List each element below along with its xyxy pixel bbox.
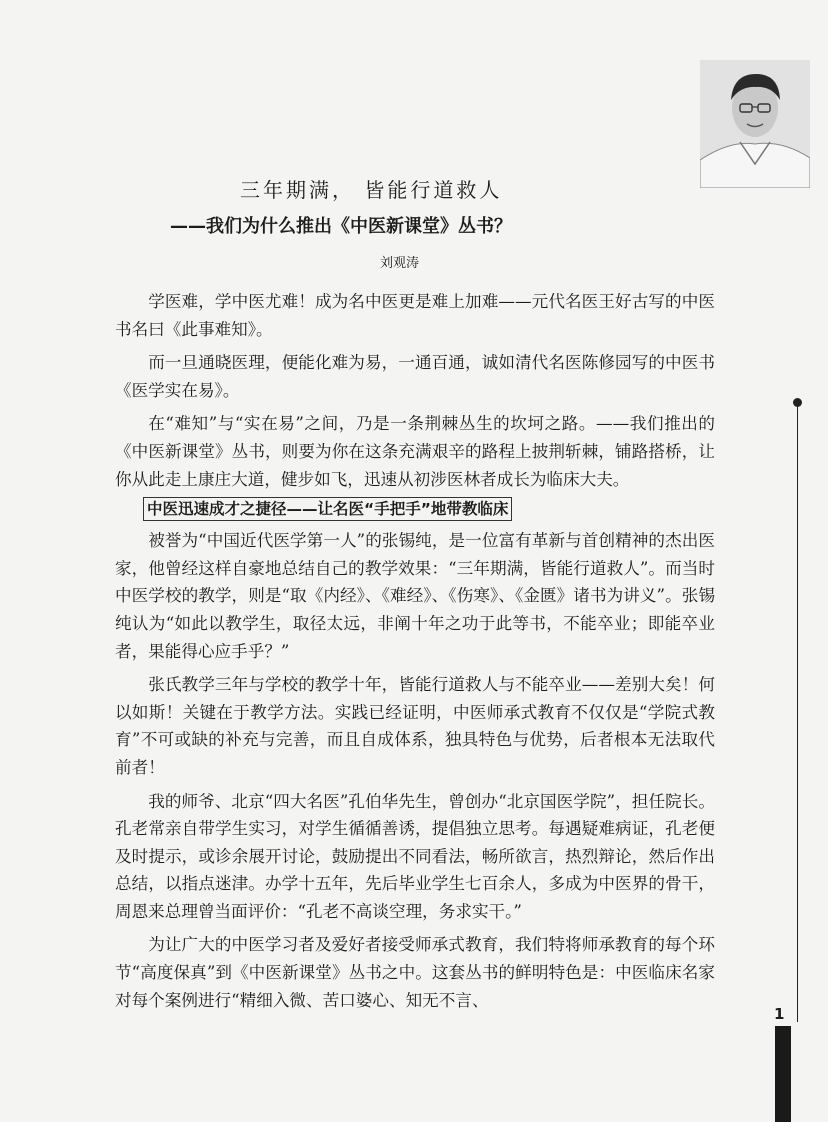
author-name: 刘观涛	[380, 256, 420, 271]
page-number: 1	[774, 1005, 785, 1023]
margin-rule	[797, 402, 798, 1022]
section-heading: 中医迅速成才之捷径——让名医“手把手”地带教临床	[143, 497, 512, 521]
page-edge-bar	[775, 1026, 791, 1122]
article-body	[115, 288, 715, 1020]
paragraph: 在“难知”与“实在易”之间，乃是一条荆棘丛生的坎坷之路。——我们推出的《中医新课堂》丛书，则要为你在这条充满艰辛的路程上披荆斩棘，铺路搭桥，让你从此走上康庄大道，健步如飞，迅速从初涉医林者成长为临床大夫。	[115, 414, 715, 489]
paragraph: 我的师爷、北京“四大名医”孔伯华先生，曾创办“北京国医学院”，担任院长。孔老常亲自带学生实习，对学生循循善诱，提倡独立思考。每遇疑难病证，孔老便及时提示，或诊余展开讨论，鼓励提出不同看法，畅所欲言，热烈辩论，然后作出总结，以指点迷津。办学十五年，先后毕业学生七百余人，多成为中医界的骨干，周恩来总理曾当面评价：“孔老不高谈空理，务求实干。”	[115, 791, 715, 921]
author-photo	[700, 60, 810, 188]
article-title: 三年期满， 皆能行道救人	[240, 178, 503, 202]
paragraph: 张氏教学三年与学校的教学十年，皆能行道救人与不能卒业——差别大矣！何以如斯！关键在于教学方法。实践已经证明，中医师承式教育不仅仅是“学院式教育”不可或缺的补充与完善，而且自成体系，独具特色与优势，后者根本无法取代前者！	[115, 675, 715, 777]
paragraph: 学医难，学中医尤难！成为名中医更是难上加难——元代名医王好古写的中医书名曰《此事难知》。	[115, 292, 715, 339]
paragraph: 被誉为“中国近代医学第一人”的张锡纯，是一位富有革新与首创精神的杰出医家，他曾经这样自豪地总结自己的教学效果：“三年期满，皆能行道救人”。而当时中医学校的教学，则是“取《内经》、《难经》、《伤寒》、《金匮》诸书为讲义”。张锡纯认为“如此以教学生，取径太远，非阐十年之功于此等书，不能卒业；即能卒业者，果能得心应手乎？”	[115, 531, 715, 661]
paragraph: 为让广大的中医学习者及爱好者接受师承式教育，我们特将师承教育的每个环节“高度保真”到《中医新课堂》丛书之中。这套丛书的鲜明特色是：中医临床名家对每个案例进行“精细入微、苦口婆心、知无不言、	[115, 935, 715, 1010]
paragraph: 而一旦通晓医理，便能化难为易，一通百通，诚如清代名医陈修园写的中医书《医学实在易》。	[115, 353, 715, 400]
article-subtitle: ——我们为什么推出《中医新课堂》丛书？	[170, 216, 512, 237]
